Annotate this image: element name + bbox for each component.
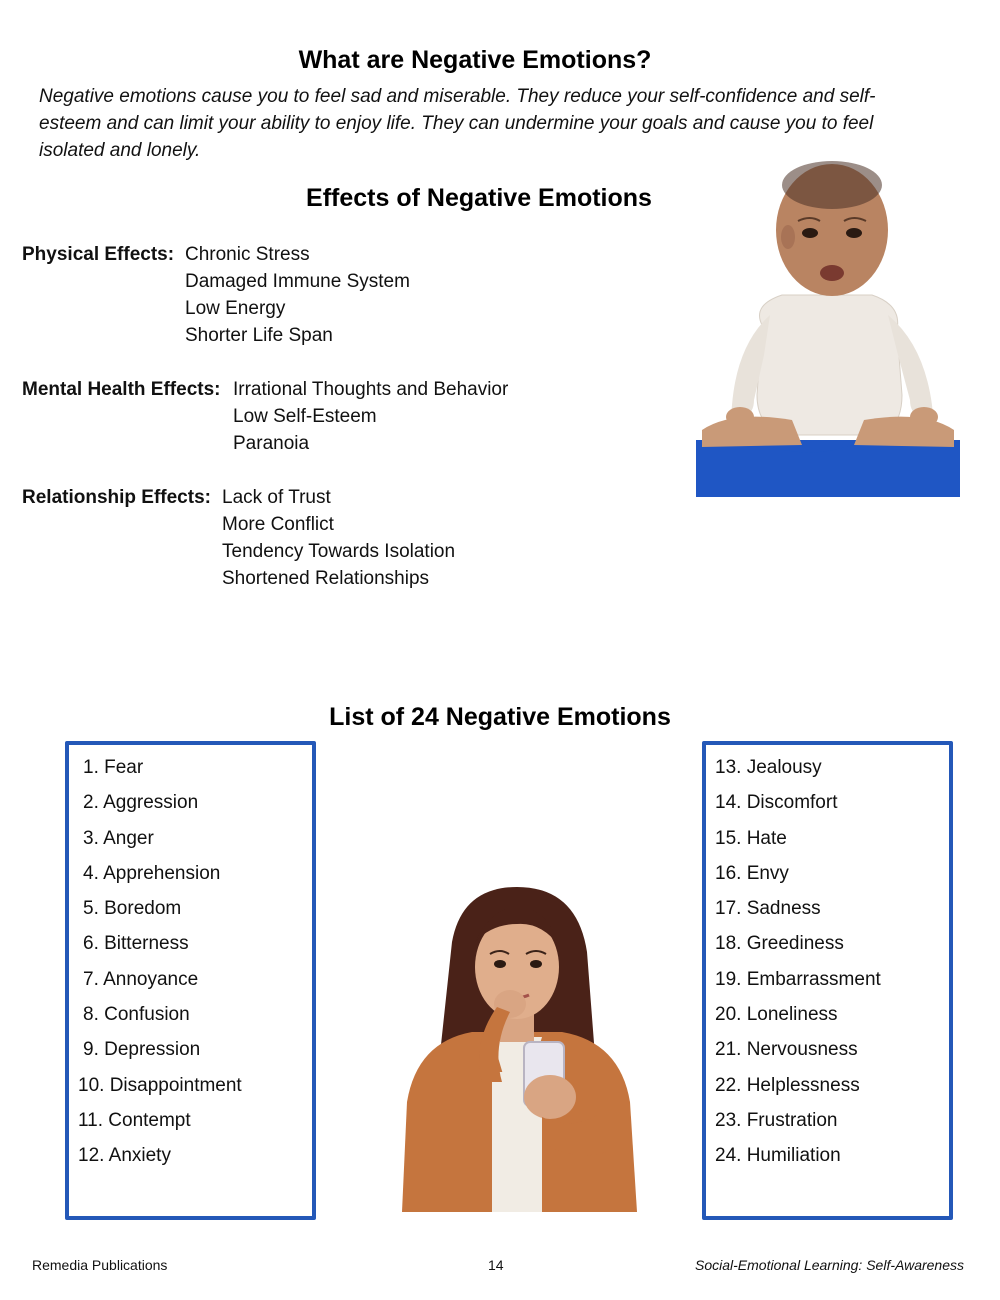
crying-baby-illustration [692, 155, 964, 500]
relationship-effects-list [222, 484, 455, 592]
relationship-effect-item: Lack of Trust [222, 487, 331, 508]
page-title: What are Negative Emotions? [298, 46, 652, 74]
emotion-item: 2. Aggression [83, 792, 199, 814]
physical-effects-list [185, 241, 410, 349]
mental-effects-label: Mental Health Effects: [22, 379, 221, 400]
relationship-effect-item: Tendency Towards Isolation [222, 541, 456, 562]
emotion-item: 1. Fear [83, 757, 144, 778]
footer-publisher: Remedia Publications [32, 1257, 168, 1273]
emotion-item: 16. Envy [715, 862, 789, 884]
footer-page-number: 14 [488, 1257, 504, 1273]
worried-woman-illustration [392, 882, 642, 1212]
mental-effect-item: Paranoia [233, 433, 310, 454]
emotion-item: 23. Frustration [715, 1109, 838, 1131]
emotions-list-heading: List of 24 Negative Emotions [329, 703, 671, 731]
emotion-item: 15. Hate [715, 827, 787, 849]
mental-effect-item: Low Self-Esteem [233, 406, 377, 427]
emotions-list-left [78, 757, 242, 1181]
emotion-item: 5. Boredom [83, 898, 182, 920]
physical-effect-item: Chronic Stress [185, 244, 310, 265]
emotion-item: 4. Apprehension [83, 862, 221, 884]
emotion-item: 8. Confusion [83, 1004, 190, 1026]
mental-effect-item: Irrational Thoughts and Behavior [233, 379, 509, 400]
emotion-item: 20. Loneliness [715, 1004, 838, 1026]
emotion-item: 9. Depression [83, 1039, 201, 1061]
mental-effects-list [233, 376, 508, 457]
physical-effect-item: Shorter Life Span [185, 325, 333, 346]
emotion-item: 6. Bitterness [83, 933, 189, 955]
intro-paragraph: Negative emotions cause you to feel sad and miserable. They reduce your self-confidence and self-esteem and can limit your ability to enjoy life. They can undermine your goals and cause you to feel isolated and lonely. [39, 86, 876, 161]
footer-book-title: Social-Emotional Learning: Self-Awareness [695, 1257, 964, 1273]
emotion-item: 14. Discomfort [715, 792, 838, 814]
emotion-item: 3. Anger [83, 827, 154, 849]
emotions-list-right [715, 757, 881, 1181]
emotion-item: 18. Greediness [715, 933, 844, 955]
emotion-item: 7. Annoyance [83, 968, 199, 990]
emotion-item: 17. Sadness [715, 898, 821, 920]
emotion-item: 22. Helplessness [715, 1074, 860, 1096]
emotion-item: 11. Contempt [78, 1109, 191, 1131]
emotion-item: 21. Nervousness [715, 1039, 858, 1061]
emotion-item: 10. Disappointment [78, 1074, 242, 1096]
emotion-item: 19. Embarrassment [715, 968, 881, 990]
physical-effect-item: Damaged Immune System [185, 271, 410, 292]
relationship-effects-label: Relationship Effects: [22, 487, 211, 508]
physical-effect-item: Low Energy [185, 298, 286, 319]
emotion-item: 12. Anxiety [78, 1145, 171, 1167]
physical-effects-label: Physical Effects: [22, 244, 175, 265]
emotion-item: 24. Humiliation [715, 1145, 841, 1167]
relationship-effect-item: More Conflict [222, 514, 334, 535]
relationship-effect-item: Shortened Relationships [222, 568, 430, 589]
effects-heading: Effects of Negative Emotions [306, 184, 652, 212]
emotion-item: 13. Jealousy [715, 757, 822, 778]
